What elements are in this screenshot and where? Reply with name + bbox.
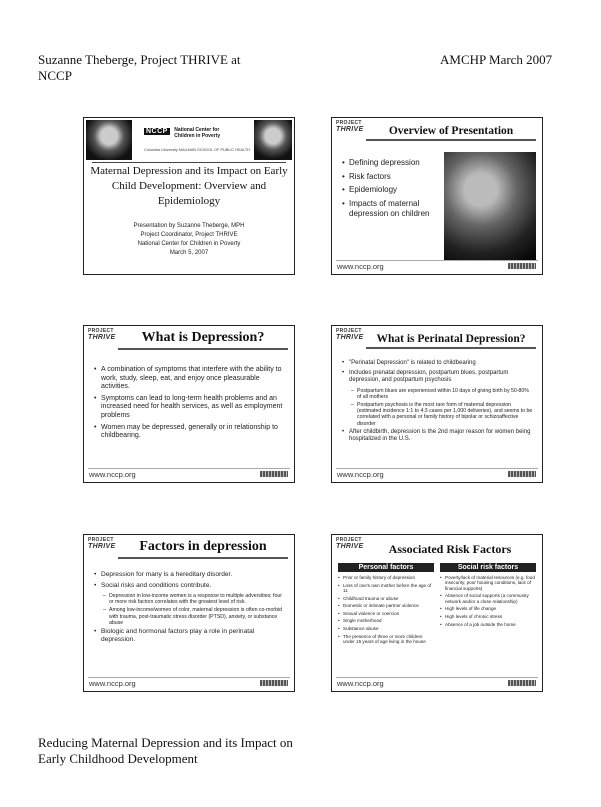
personal-factors-column — [338, 563, 434, 647]
list-item: • Absence of social supports (a community network and/or a close relationship) — [440, 593, 536, 604]
presenter-org: National Center for Children in Poverty — [137, 241, 241, 247]
list-subitem: – Among low-income/women of color, maternal depression is often co-morbid with trauma, post-traumatic stress disorder (PTSD), anxiety, or substance abuse — [103, 607, 286, 626]
nccp-mini-logo — [260, 680, 288, 686]
list-item: • High levels of life change — [440, 606, 536, 611]
slide4-body — [342, 360, 534, 446]
url-text: www.nccp.org — [89, 470, 136, 479]
list-item: • Symptoms can lead to long-term health problems and an increased need for health services, as well as employment problems — [94, 395, 286, 421]
list-item: • Risk factors — [342, 172, 442, 183]
child-photo-left — [86, 120, 132, 160]
list-item: • Sexual violence or coercion — [338, 611, 434, 616]
header-author: Suzanne Theberge, Project THRIVE at NCCP — [38, 52, 241, 83]
title-rule — [92, 162, 286, 163]
list-subitem: – Postpartum psychosis is the most rare form of maternal depression (estimated incidence 1:1 to 4:3 cases per 1,000 deliveries), and seems to be correlated with a personal or family history of bipolar or schizoaffective disorder — [351, 402, 534, 427]
slide3-title: What is Depression? — [118, 330, 288, 350]
slide4-title: What is Perinatal Depression? — [366, 333, 536, 349]
list-item: • "Perinatal Depression" is related to childbearing — [342, 360, 534, 367]
list-item: • After childbirth, depression is the 2nd major reason for women being hospitalized in the U.S. — [342, 429, 534, 443]
slide5-title: Factors in depression — [118, 539, 288, 559]
slide-overview — [331, 117, 543, 275]
nccp-mini-logo — [508, 680, 536, 686]
personal-factors-header: Personal factors — [338, 563, 434, 572]
url-text: www.nccp.org — [337, 470, 384, 479]
social-factors-column — [440, 563, 536, 647]
list-item: • Absence of a job outside the home — [440, 622, 536, 627]
nccp-name: National Center for Children in Poverty — [174, 127, 221, 139]
list-item: • Poverty/lack of material resources (e.g. food insecurity, poor housing conditions, lack of financial supports) — [440, 575, 536, 591]
thrive-logo: PROJECT THRIVE — [336, 120, 364, 133]
list-item: • High levels of chronic stress — [440, 614, 536, 619]
child-photo-right — [254, 120, 292, 160]
list-item: • Impacts of maternal depression on children — [342, 199, 442, 220]
presenter-role: Project Coordinator, Project THRIVE — [140, 232, 238, 238]
list-item: • Epidemiology — [342, 185, 442, 196]
list-item: • Includes prenatal depression, postpartum blues, postpartum depression, and postpartum psychosis — [342, 370, 534, 384]
slide1-title: Maternal Depression and its Impact on Early Child Development: Overview and Epidemiology — [90, 165, 288, 207]
list-subitem: – Depression in low-income women is a response to multiple adversities; four or more risk factors correlates with the greatest level of risk. — [103, 593, 286, 605]
list-subitem: – Postpartum blues are experienced within 10 days of giving birth by 50-80% of all mothers — [351, 388, 534, 400]
slide2-body — [342, 158, 442, 223]
mother-child-photo — [444, 152, 536, 260]
social-factors-header: Social risk factors — [440, 563, 536, 572]
list-item: • Substance abuse — [338, 626, 434, 631]
slide6-title: Associated Risk Factors — [388, 542, 512, 556]
list-item: • A combination of symptoms that interfere with the ability to work, study, sleep, eat, and enjoy once pleasurable activities. — [94, 366, 286, 392]
url-text: www.nccp.org — [337, 679, 384, 688]
slide2-title: Overview of Presentation — [366, 125, 536, 141]
url-text: www.nccp.org — [337, 262, 384, 271]
url-text: www.nccp.org — [89, 679, 136, 688]
thrive-logo: PROJECT THRIVE — [336, 537, 364, 550]
list-item: • Defining depression — [342, 158, 442, 169]
nccp-mark: NCCP — [146, 128, 168, 135]
thrive-logo: PROJECT THRIVE — [336, 328, 364, 341]
list-item: • Childhood trauma or abuse — [338, 596, 434, 601]
thrive-logo: PROJECT THRIVE — [88, 537, 116, 550]
presentation-date: March 5, 2007 — [169, 250, 209, 256]
slide-title — [83, 117, 295, 275]
list-item: • Loss of one's own mother before the age of 11 — [338, 583, 434, 594]
risk-columns — [338, 563, 536, 647]
nccp-mini-logo — [508, 263, 536, 269]
slide-risk-factors — [331, 534, 543, 692]
slide5-body — [94, 571, 286, 647]
presenter-line: Presentation by Suzanne Theberge, MPH — [133, 223, 245, 229]
nccp-mini-logo — [260, 471, 288, 477]
list-item: • Single motherhood — [338, 618, 434, 623]
nccp-logo — [144, 128, 256, 152]
thrive-logo: PROJECT THRIVE — [88, 328, 116, 341]
list-item: • Prior or family history of depression — [338, 575, 434, 580]
nccp-school: Columbia University MAILMAN SCHOOL OF PUBLIC HEALTH — [144, 148, 250, 152]
slide-what-is-depression — [83, 325, 295, 483]
slide3-body — [94, 366, 286, 444]
list-item: • Domestic or intimate partner violence — [338, 603, 434, 608]
list-item: • Biologic and hormonal factors play a role in perinatal depression. — [94, 628, 286, 644]
slide-factors — [83, 534, 295, 692]
nccp-mini-logo — [508, 471, 536, 477]
list-item: • Depression for many is a hereditary disorder. — [94, 571, 286, 579]
list-item: • Women may be depressed, generally or in relationship to childbearing. — [94, 424, 286, 441]
slide-perinatal-depression — [331, 325, 543, 483]
list-item: • The presence of three or more children under 15 years of age living in the house — [338, 634, 434, 645]
header-event: AMCHP March 2007 — [440, 52, 553, 67]
list-item: • Social risks and conditions contribute. — [94, 582, 286, 590]
slide1-presenter — [90, 222, 288, 258]
footer-title: Reducing Maternal Depression and its Impact on Early Childhood Development — [38, 735, 293, 766]
